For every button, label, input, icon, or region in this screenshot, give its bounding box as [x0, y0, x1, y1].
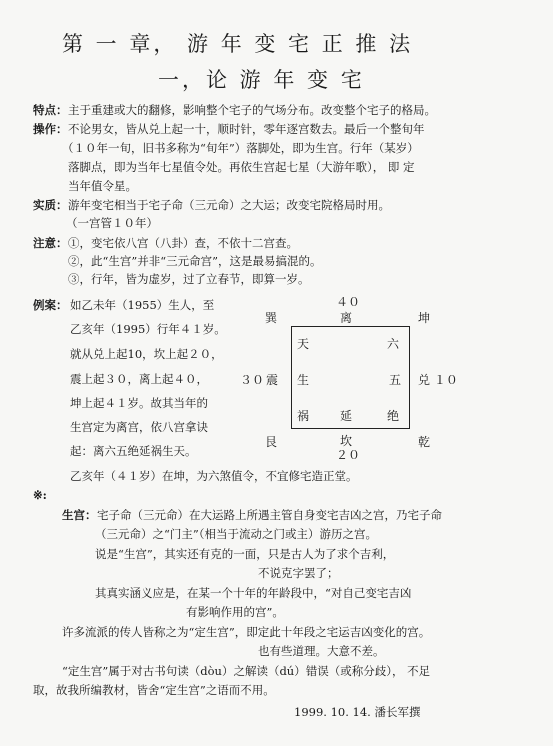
trigram-li: 离 — [340, 311, 353, 325]
remark-line: 其真实涵义应是，在某一个十年的年龄段中，“对自己变宅吉凶 — [95, 586, 412, 600]
star-liu: 六 — [387, 337, 400, 351]
practice-label: 实质： — [33, 198, 68, 212]
star-tian: 天 — [297, 337, 310, 351]
diagram-right-label: 兑 １０ — [418, 373, 458, 387]
example-line: 坤上起４１岁。故其当年的 — [70, 396, 208, 410]
example-conclusion: 乙亥年（４１岁）在坤，为六煞值令，不宜修宅造正堂。 — [70, 469, 358, 483]
operation-line: 落脚点，即为当年七星值令处。再依生宫起七星（大游年歌）， 即 定 — [68, 160, 415, 174]
remark-line: “定生宫”属于对古书句读（dòu）之解读（dú）错误（或称分歧）， 不足 — [62, 664, 431, 678]
example-line: 乙亥年（1995）行年４１岁。 — [70, 322, 226, 336]
practice-line: （一宫管１０年） — [66, 216, 158, 230]
operation-line: 不论男女，皆从兑上起一十，顺时针，零年逐宫数去。最后一个整旬年 — [68, 122, 425, 136]
trigram-xun: 巽 — [265, 311, 278, 325]
diagram-left-number: ３０ — [240, 373, 265, 387]
remark-mark: ※: — [33, 488, 47, 502]
remark-line: 不说克字罢了； — [258, 566, 339, 580]
star-sheng: 生 — [297, 373, 310, 387]
star-huo: 祸 — [297, 409, 310, 423]
diagram-bottom-number: ２０ — [336, 448, 361, 462]
operation-line: （１０年一旬，旧书多称为“旬年”）落脚处，即为生宫。行年（某岁） — [62, 141, 419, 155]
remark-line: （三元命）之“门主”（相当于流动之门或主）游历之宫。 — [95, 527, 378, 541]
note-item: ①，变宅依八宫（八卦）查，不依十二宫查。 — [68, 236, 298, 250]
section-title: 一，论 游 年 变 宅 — [158, 68, 365, 92]
notes-label: 注意： — [33, 236, 68, 250]
trigram-kun: 坤 — [418, 311, 431, 325]
remark-line: 许多流派的传人皆称之为“定生宫”，即定此十年段之宅运吉凶变化的宫。 — [62, 625, 431, 639]
features-label: 特点： — [33, 103, 68, 117]
signature: 1999. 10. 14. 潘长军撰 — [294, 705, 421, 719]
chapter-title: 第 一 章， 游 年 变 宅 正 推 法 — [62, 32, 414, 56]
star-wu: 五 — [389, 373, 402, 387]
example-line: 就从兑上起10，坎上起２０， — [70, 347, 223, 361]
operation-label: 操作： — [33, 122, 68, 136]
remark-line: 宅子命（三元命）在大运路上所遇主管自身变宅吉凶之宫，乃宅子命 — [97, 508, 442, 522]
remark-line: 也有些道理。大意不差。 — [258, 644, 385, 658]
example-label: 例案： — [33, 298, 68, 312]
remark-line: 取，故我所编教材，皆舍“定生宫”之语而不用。 — [33, 683, 275, 697]
features-text: 主于重建或大的翻修，影响整个宅子的气场分布。改变整个宅子的格局。 — [68, 103, 436, 117]
operation-line: 当年值令星。 — [68, 179, 137, 193]
note-item: ②，此“生宫”并非“三元命宫”，这是最易搞混的。 — [68, 254, 322, 268]
trigram-qian: 乾 — [418, 435, 431, 449]
practice-line: 游年变宅相当于宅子命（三元命）之大运；改变宅院格局时用。 — [68, 198, 390, 212]
star-jue: 绝 — [387, 409, 400, 423]
trigram-gen: 艮 — [265, 435, 278, 449]
example-line: 起：离六五绝延祸生天。 — [70, 444, 197, 458]
remark-line: 说是“生宫”，其实还有克的一面，只是古人为了求个吉利， — [95, 547, 395, 561]
trigram-zhen: 震 — [266, 373, 279, 387]
example-line: 如乙未年（1955）生人，至 — [70, 298, 215, 312]
star-yan: 延 — [340, 409, 353, 423]
trigram-kan: 坎 — [340, 434, 353, 448]
note-item: ③，行年，皆为虚岁，过了立春节，即算一岁。 — [68, 272, 310, 286]
example-line: 震上起３０，离上起４０， — [70, 372, 208, 386]
diagram-top-number: ４０ — [336, 295, 361, 309]
shenggong-label: 生宫： — [62, 508, 97, 522]
remark-line: 有影响作用的宫”。 — [186, 605, 284, 619]
example-line: 生宫定为离宫，依八宫拿诀 — [70, 420, 208, 434]
